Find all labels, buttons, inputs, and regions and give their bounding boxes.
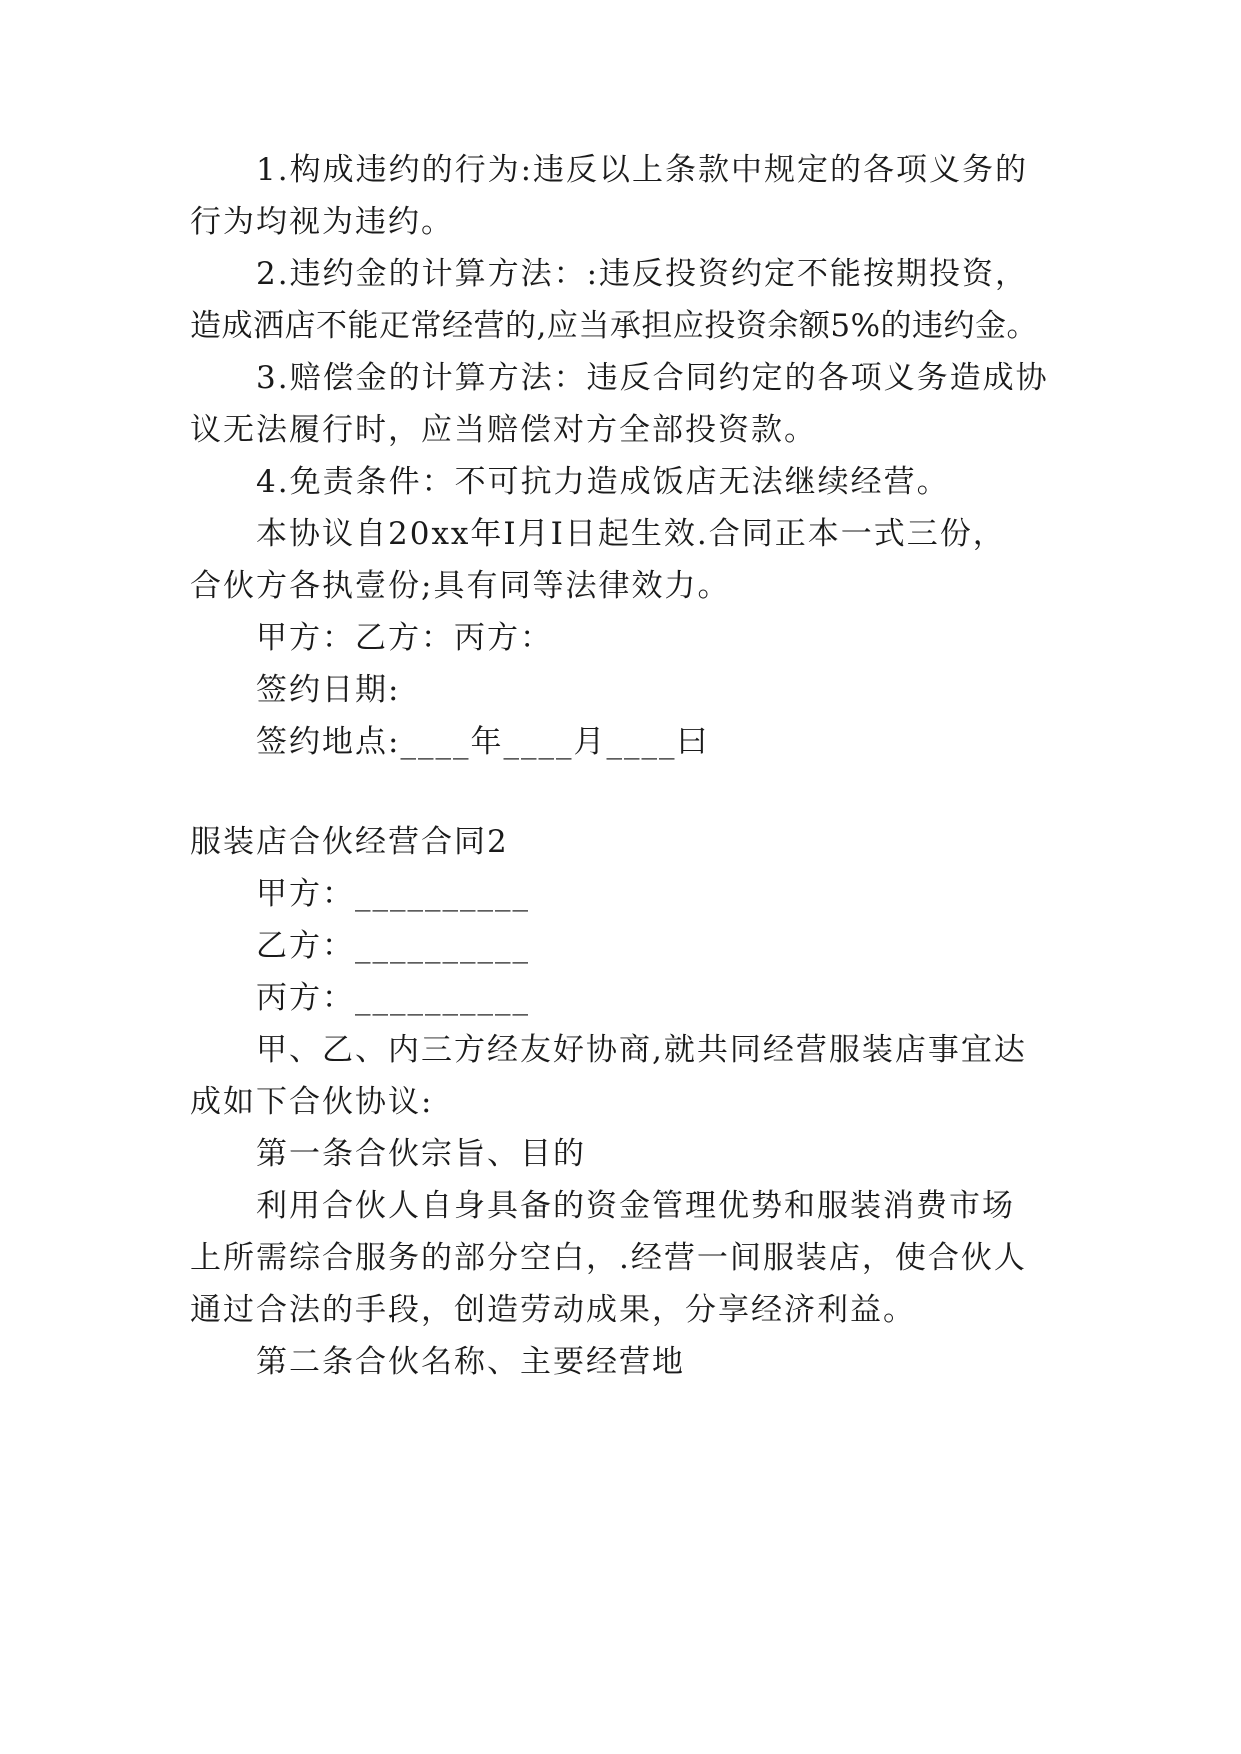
text-line: 3.赔偿金的计算方法：违反合同约定的各项义务造成协 xyxy=(256,360,1049,396)
text-line: 1.构成违约的行为:违反以上条款中规定的各项义务的 xyxy=(256,152,1029,188)
signing-place: 签约地点:____年____月____曰 xyxy=(256,724,710,760)
text-line: 上所需综合服务的部分空白，.经营一间服装店，使合伙人 xyxy=(190,1240,1027,1276)
text-line: 通过合法的手段，创造劳动成果，分享经济利益。 xyxy=(190,1292,916,1328)
text-line: 本协议自20xx年I月I日起生效.合同正本一式三份， xyxy=(256,516,1006,552)
article-heading: 第一条合伙宗旨、目的 xyxy=(256,1136,586,1172)
text-line: 2.违约金的计算方法：:违反投资约定不能按期投资， xyxy=(256,256,1029,292)
text-line: 成如下合伙协议: xyxy=(190,1084,434,1120)
article-heading: 第二条合伙名称、主要经营地 xyxy=(256,1344,685,1380)
section-title: 服装店合伙经营合同2 xyxy=(190,824,509,860)
signature-parties: 甲方：乙方：丙方： xyxy=(256,620,553,656)
text-line: 行为均视为违约。 xyxy=(190,204,454,240)
text-line: 议无法履行时，应当赔偿对方全部投资款。 xyxy=(190,412,817,448)
text-line: 利用合伙人自身具备的资金管理优势和服装消费市场 xyxy=(256,1188,1015,1224)
text-line: 4.免责条件：不可抗力造成饭店无法继续经营。 xyxy=(256,464,950,500)
signing-date: 签约日期: xyxy=(256,672,401,708)
party-a: 甲方：__________ xyxy=(256,876,530,912)
text-line: 甲、乙、内三方经友好协商,就共同经营服装店事宜达 xyxy=(256,1032,1027,1068)
text-line: 造成洒店不能疋常经营的,应当承担应投资余额5%的违约金。 xyxy=(190,308,1039,344)
party-c: 丙方：__________ xyxy=(256,980,530,1016)
text-line: 合伙方各执壹份;具有同等法律效力。 xyxy=(190,568,731,604)
party-b: 乙方：__________ xyxy=(256,928,530,964)
